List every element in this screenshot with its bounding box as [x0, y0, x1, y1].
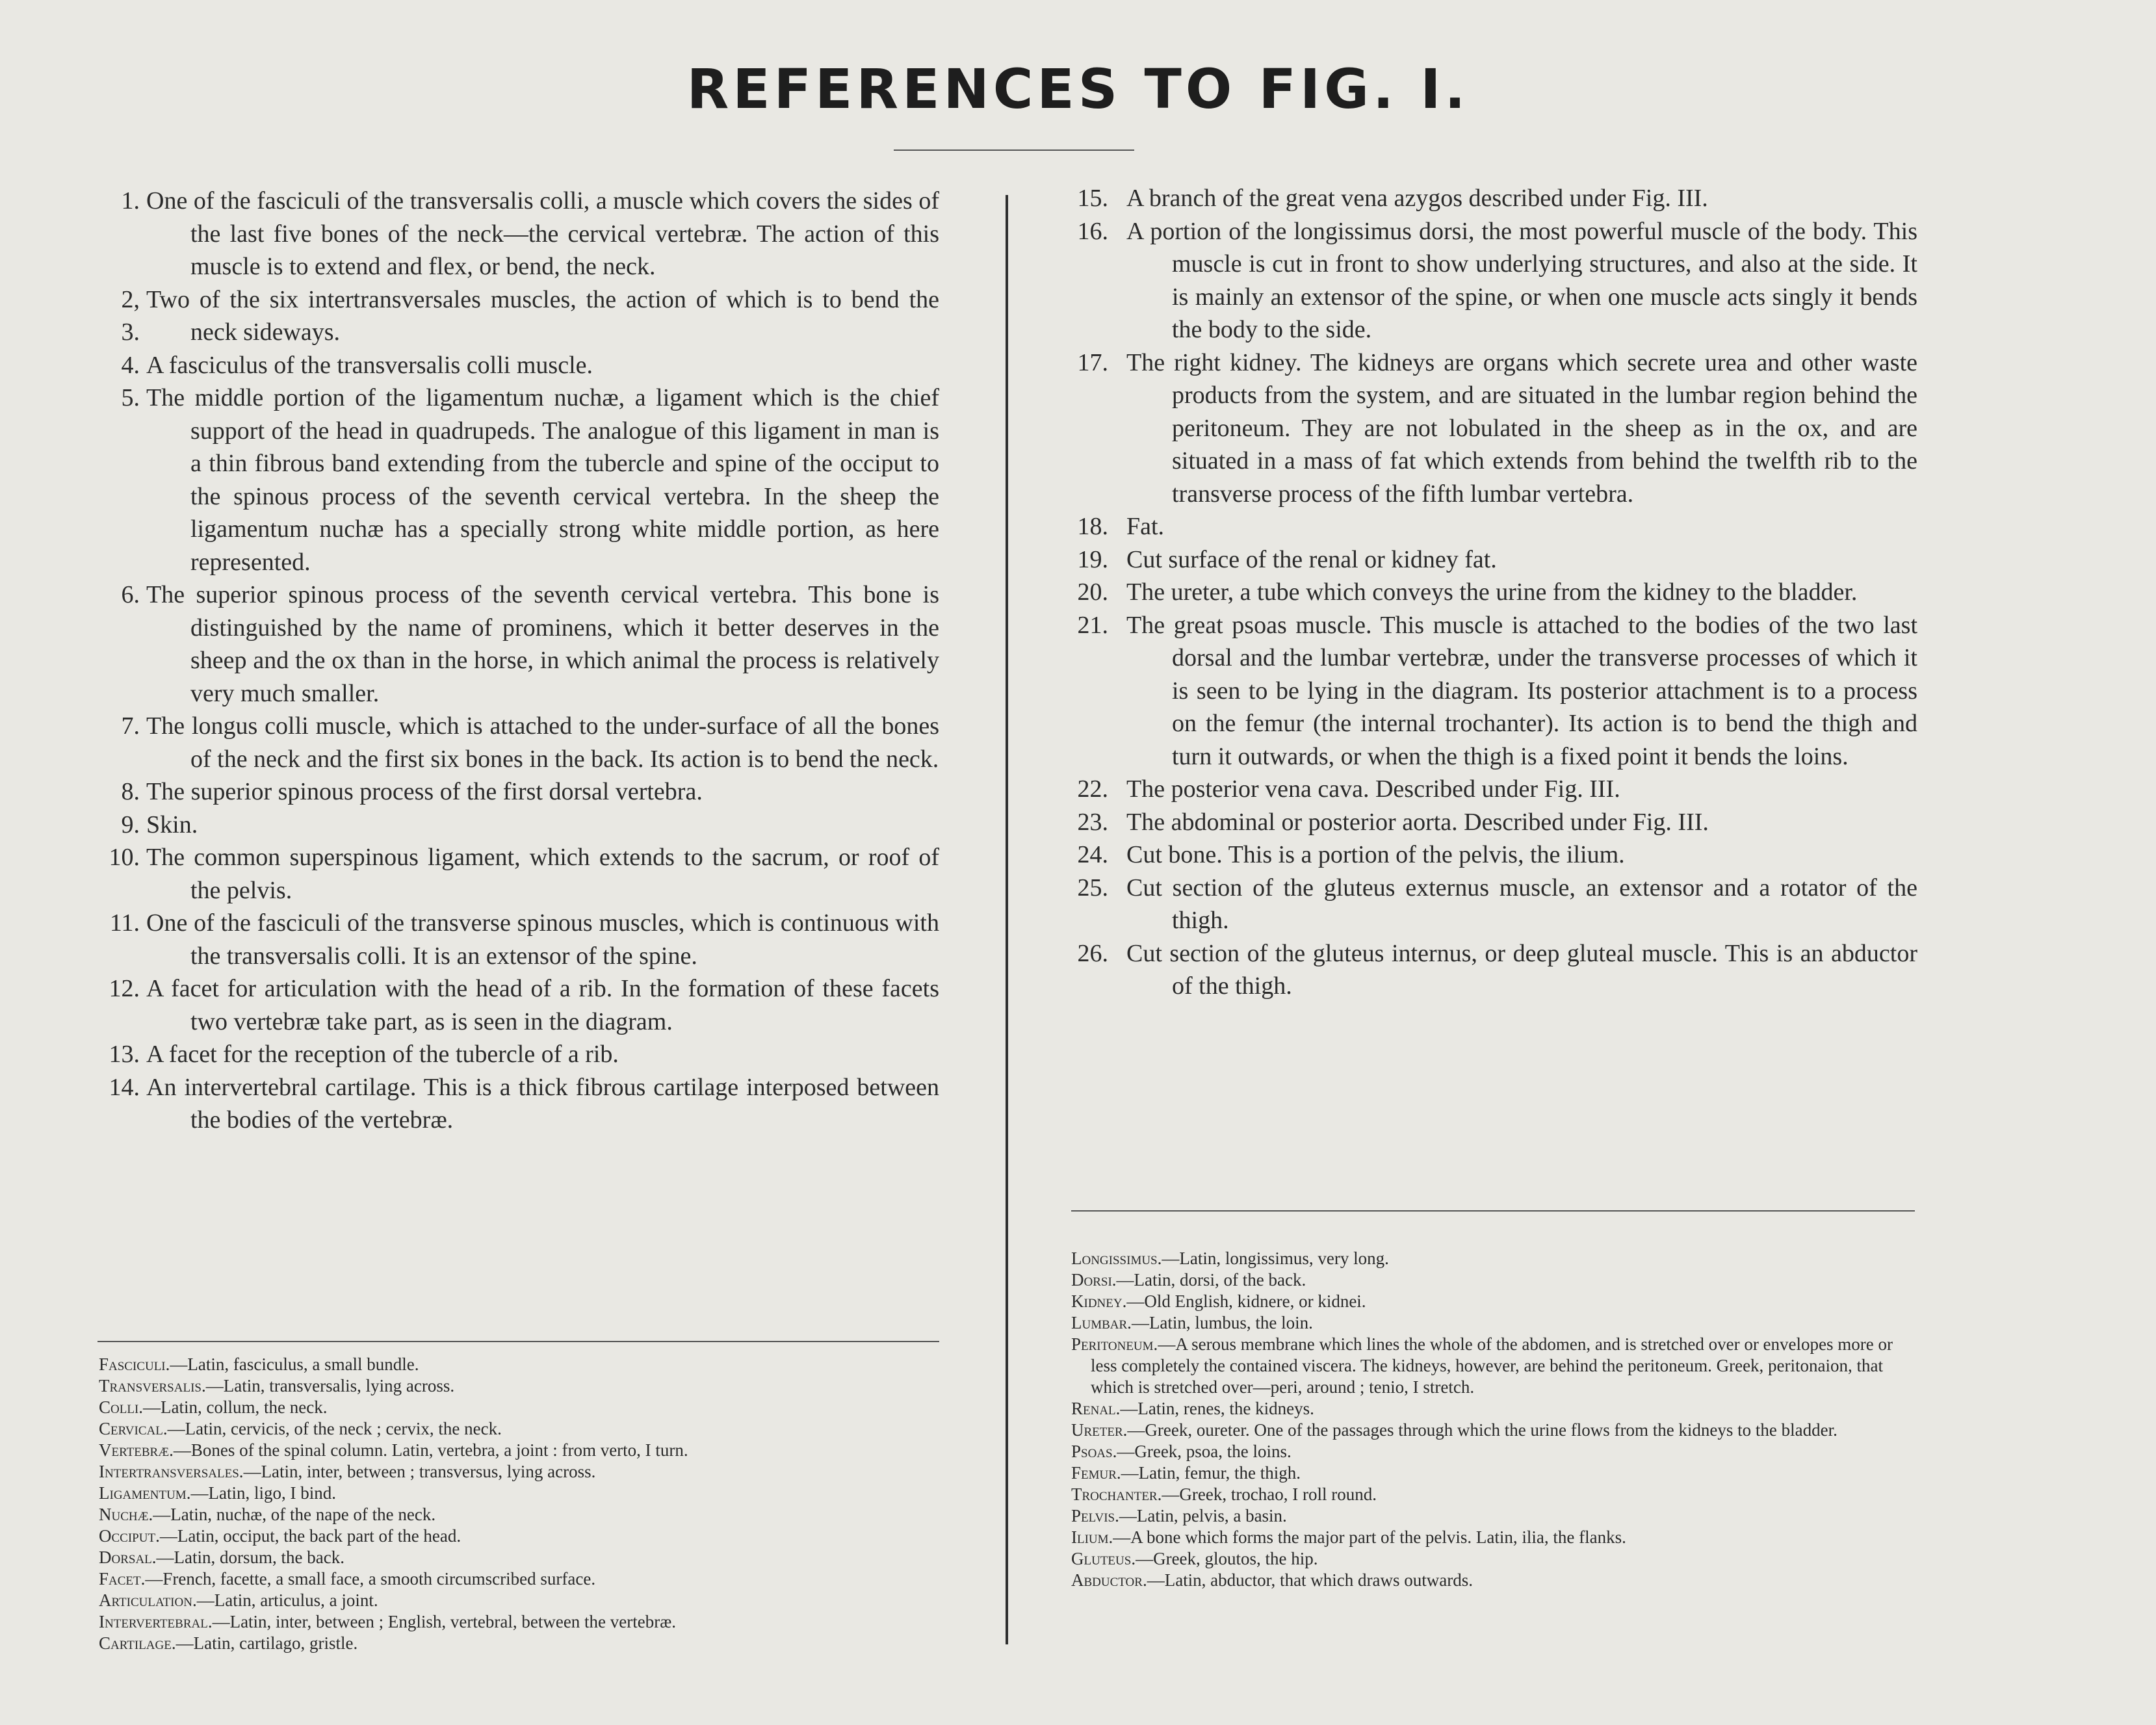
reference-item [101, 578, 939, 710]
reference-number: 6. [121, 581, 140, 608]
glossary-definition: —Latin, longissimus, very long. [1162, 1249, 1389, 1268]
reference-item [1069, 543, 1917, 577]
glossary-definition: —Greek, gloutos, the hip. [1136, 1549, 1318, 1568]
reference-item [101, 841, 939, 907]
glossary-entry [99, 1568, 944, 1590]
glossary-definition: —Latin, lumbus, the loin. [1131, 1313, 1313, 1332]
glossary-definition: —Latin, ligo, I bind. [190, 1483, 336, 1503]
glossary-entry [1071, 1291, 1919, 1312]
glossary-entry [1071, 1420, 1919, 1441]
reference-text: A facet for articulation with the head of a rib. In the formation of these facets two vertebræ take part, as is seen in the diagram. [146, 975, 939, 1035]
reference-item [1069, 346, 1917, 511]
reference-item [101, 809, 939, 842]
glossary-term: Dorsi. [1071, 1270, 1117, 1290]
glossary-term: Facet. [99, 1569, 146, 1589]
reference-number: 17. [1077, 348, 1108, 376]
reference-text: Skin. [146, 811, 198, 838]
reference-number: 22. [1077, 775, 1108, 803]
glossary-term: Lumbar. [1071, 1313, 1132, 1332]
glossary-entry [99, 1611, 944, 1633]
reference-item [1069, 872, 1917, 937]
reference-text: Two of the six intertransversales muscles, the action of which is to bend the neck sideways. [146, 285, 939, 346]
glossary-definition: —A serous membrane which lines the whole of the abdomen, and is stretched over or envelopes more or less completely the contained viscera. The kidneys, however, are behind the peritoneum. Greek, peritonaion, that which is stretched over—peri, around ; tenio, I stretch. [1091, 1334, 1893, 1397]
reference-number: 21. [1077, 611, 1108, 639]
reference-item [101, 972, 939, 1038]
glossary-term: Renal. [1071, 1399, 1121, 1418]
glossary-definition: —Greek, trochao, I roll round. [1162, 1485, 1377, 1504]
reference-item [1069, 609, 1917, 773]
glossary-term: Vertebræ. [99, 1440, 174, 1460]
reference-item [1069, 937, 1917, 1003]
glossary-term: Peritoneum. [1071, 1334, 1158, 1354]
glossary-entry [1071, 1505, 1919, 1527]
glossary-entry [1071, 1312, 1919, 1334]
glossary-term: Kidney. [1071, 1291, 1127, 1311]
glossary-entry [1071, 1398, 1919, 1420]
reference-text: The middle portion of the ligamentum nuchæ, a ligament which is the chief support of the head in quadrupeds. The analogue of this ligament in man is a thin fibrous band extending from the tubercle and spine of the occiput to the spinous process of the seventh cervical vertebra. In the sheep the ligamentum nuchæ has a specially strong white middle portion, as here represented. [146, 384, 939, 576]
glossary-term: Ilium. [1071, 1527, 1113, 1547]
reference-number: 26. [1077, 939, 1108, 967]
reference-number: 16. [1077, 217, 1108, 245]
right-footnote-rule [1071, 1210, 1915, 1212]
glossary-term: Intertransversales. [99, 1462, 244, 1481]
reference-number: 15. [1077, 185, 1108, 212]
reference-number: 2, 3. [121, 285, 140, 346]
reference-item [1069, 510, 1917, 543]
glossary-definition: —Latin, fasciculus, a small bundle. [170, 1355, 419, 1374]
reference-item [101, 710, 939, 775]
page-title: REFERENCES TO FIG. I. [686, 57, 1470, 121]
glossary-definition: —Latin, transversalis, lying across. [205, 1376, 455, 1395]
glossary-definition: —A bone which forms the major part of the pelvis. Latin, ilia, the flanks. [1113, 1527, 1626, 1547]
glossary-entry [1071, 1441, 1919, 1462]
glossary-entry [99, 1590, 944, 1611]
glossary-definition: —Latin, dorsum, the back. [156, 1548, 344, 1567]
glossary-term: Nuchæ. [99, 1505, 153, 1524]
glossary-term: Occiput. [99, 1526, 160, 1546]
reference-text: A branch of the great vena azygos described under Fig. III. [1126, 185, 1708, 212]
reference-number: 13. [109, 1041, 140, 1068]
reference-number: 4. [121, 351, 140, 379]
glossary-entry [1071, 1269, 1919, 1291]
left-glossary [99, 1354, 944, 1654]
reference-text: The abdominal or posterior aorta. Described under Fig. III. [1126, 808, 1709, 836]
glossary-definition: —French, facette, a small face, a smooth circumscribed surface. [145, 1569, 596, 1589]
glossary-entry [1071, 1527, 1919, 1548]
reference-item [1069, 773, 1917, 806]
glossary-term: Trochanter. [1071, 1485, 1162, 1504]
reference-number: 5. [121, 384, 140, 411]
reference-text: The longus colli muscle, which is attached to the under-surface of all the bones of the neck and the first six bones in the back. Its action is to bend the neck. [146, 712, 939, 773]
reference-item [101, 775, 939, 809]
reference-number: 19. [1077, 545, 1108, 573]
reference-number: 7. [121, 712, 140, 740]
reference-text: One of the fasciculi of the transversalis colli, a muscle which covers the sides of the last five bones of the neck—the cervical vertebræ. The action of this muscle is to extend and flex, or bend, the neck. [146, 187, 939, 280]
reference-text: The superior spinous process of the seventh cervical vertebra. This bone is distinguished by the name of prominens, which it better deserves in the sheep and the ox than in the horse, in which animal the process is relatively very much smaller. [146, 581, 939, 707]
reference-text: The right kidney. The kidneys are organs which secrete urea and other waste products from the system, and are situated in the lumbar region behind the peritoneum. They are not lobulated in the sheep as in the ox, and are situated in a mass of fat which extends from behind the twelfth rib to the transverse process of the fifth lumbar vertebra. [1126, 348, 1917, 508]
glossary-entry [1071, 1548, 1919, 1570]
glossary-entry [99, 1547, 944, 1568]
glossary-definition: —Bones of the spinal column. Latin, vertebra, a joint : from verto, I turn. [173, 1440, 688, 1460]
glossary-definition: —Old English, kidnere, or kidnei. [1126, 1291, 1366, 1311]
glossary-term: Femur. [1071, 1463, 1121, 1483]
reference-number: 11. [109, 909, 140, 937]
reference-text: One of the fasciculi of the transverse spinous muscles, which is continuous with the transversalis colli. It is an extensor of the spine. [146, 909, 939, 970]
glossary-entry [99, 1354, 944, 1375]
reference-text: The superior spinous process of the first dorsal vertebra. [146, 778, 703, 805]
glossary-definition: —Latin, inter, between ; English, vertebral, between the vertebræ. [212, 1612, 676, 1631]
reference-number: 12. [109, 975, 140, 1002]
reference-item [1069, 806, 1917, 839]
glossary-definition: —Latin, cartilago, gristle. [175, 1633, 358, 1653]
reference-number: 9. [121, 811, 140, 838]
reference-number: 14. [109, 1073, 140, 1101]
reference-text: Cut surface of the renal or kidney fat. [1126, 545, 1497, 573]
glossary-definition: —Latin, articulus, a joint. [196, 1590, 378, 1610]
glossary-definition: —Latin, collum, the neck. [143, 1397, 328, 1417]
glossary-entry [99, 1525, 944, 1547]
reference-item [101, 907, 939, 972]
glossary-term: Colli. [99, 1397, 144, 1417]
glossary-definition: —Latin, abductor, that which draws outwards. [1147, 1570, 1473, 1590]
reference-text: The posterior vena cava. Described under Fig. III. [1126, 775, 1620, 803]
left-references [101, 185, 939, 1137]
reference-item [101, 185, 939, 283]
glossary-definition: —Latin, inter, between ; transversus, lying across. [243, 1462, 596, 1481]
glossary-definition: —Greek, psoa, the loins. [1117, 1442, 1292, 1461]
glossary-entry [99, 1504, 944, 1525]
glossary-entry [99, 1440, 944, 1461]
title-rule [894, 149, 1134, 151]
reference-number: 18. [1077, 513, 1108, 540]
right-glossary [1071, 1248, 1919, 1591]
glossary-definition: —Latin, renes, the kidneys. [1120, 1399, 1314, 1418]
reference-item [1069, 215, 1917, 346]
reference-number: 24. [1077, 841, 1108, 868]
glossary-entry [99, 1483, 944, 1504]
reference-number: 20. [1077, 578, 1108, 606]
reference-number: 23. [1077, 808, 1108, 836]
glossary-term: Abductor. [1071, 1570, 1147, 1590]
glossary-term: Gluteus. [1071, 1549, 1136, 1568]
glossary-term: Cartilage. [99, 1633, 176, 1653]
reference-text: Cut section of the gluteus externus muscle, an extensor and a rotator of the thigh. [1126, 874, 1917, 934]
glossary-entry [1071, 1334, 1919, 1398]
reference-item [101, 382, 939, 578]
reference-item [101, 1038, 939, 1071]
glossary-term: Articulation. [99, 1590, 197, 1610]
glossary-entry [1071, 1484, 1919, 1505]
glossary-definition: —Greek, oureter. One of the passages through which the urine flows from the kidneys to the bladder. [1127, 1420, 1838, 1440]
glossary-entry [1071, 1570, 1919, 1591]
reference-text: Cut section of the gluteus internus, or deep gluteal muscle. This is an abductor of the thigh. [1126, 939, 1917, 1000]
reference-text: The ureter, a tube which conveys the urine from the kidney to the bladder. [1126, 578, 1858, 606]
glossary-term: Pelvis. [1071, 1506, 1119, 1525]
reference-item [101, 349, 939, 382]
glossary-term: Dorsal. [99, 1548, 157, 1567]
reference-text: Fat. [1126, 513, 1165, 540]
reference-item [1069, 182, 1917, 215]
reference-number: 10. [109, 844, 140, 871]
glossary-term: Ureter. [1071, 1420, 1128, 1440]
glossary-term: Intervertebral. [99, 1612, 213, 1631]
glossary-term: Cervical. [99, 1419, 168, 1438]
reference-item [1069, 838, 1917, 872]
reference-item [101, 283, 939, 349]
glossary-entry [99, 1375, 944, 1397]
left-footnote-rule [97, 1341, 939, 1342]
reference-item [101, 1071, 939, 1137]
reference-number: 8. [121, 778, 140, 805]
glossary-entry [99, 1397, 944, 1418]
right-references [1069, 182, 1917, 1003]
glossary-definition: —Latin, occiput, the back part of the head. [159, 1526, 461, 1546]
glossary-entry [99, 1633, 944, 1654]
glossary-entry [99, 1418, 944, 1440]
reference-text: A facet for the reception of the tubercle of a rib. [146, 1041, 619, 1068]
reference-number: 25. [1077, 874, 1108, 901]
glossary-entry [99, 1461, 944, 1483]
glossary-term: Psoas. [1071, 1442, 1117, 1461]
glossary-term: Longissimus. [1071, 1249, 1162, 1268]
reference-text: Cut bone. This is a portion of the pelvis, the ilium. [1126, 841, 1625, 868]
glossary-definition: —Latin, dorsi, of the back. [1116, 1270, 1306, 1290]
reference-text: A fasciculus of the transversalis colli muscle. [146, 351, 593, 379]
reference-text: An intervertebral cartilage. This is a thick fibrous cartilage interposed between the bodies of the vertebræ. [146, 1073, 939, 1134]
reference-text: A portion of the longissimus dorsi, the most powerful muscle of the body. This muscle is cut in front to show underlying structures, and also at the side. It is mainly an extensor of the spine, or when one muscle acts singly it bends the body to the side. [1126, 217, 1917, 343]
glossary-term: Ligamentum. [99, 1483, 191, 1503]
glossary-definition: —Latin, femur, the thigh. [1121, 1463, 1301, 1483]
glossary-term: Fasciculi. [99, 1355, 170, 1374]
column-divider [1006, 195, 1008, 1644]
glossary-entry [1071, 1248, 1919, 1269]
reference-text: The common superspinous ligament, which extends to the sacrum, or roof of the pelvis. [146, 844, 939, 904]
glossary-definition: —Latin, cervicis, of the neck ; cervix, the neck. [167, 1419, 502, 1438]
glossary-definition: —Latin, nuchæ, of the nape of the neck. [153, 1505, 436, 1524]
glossary-term: Transversalis. [99, 1376, 206, 1395]
glossary-definition: —Latin, pelvis, a basin. [1119, 1506, 1287, 1525]
glossary-entry [1071, 1462, 1919, 1484]
reference-number: 1. [121, 187, 140, 214]
reference-text: The great psoas muscle. This muscle is attached to the bodies of the two last dorsal and the lumbar vertebræ, under the transverse processes of which it is seen to be lying in the diagram. Its posterior attachment is to a process on the femur (the internal trochanter). Its action is to bend the thigh and turn it outwards, or when the thigh is a fixed point it bends the loins. [1126, 611, 1917, 770]
reference-item [1069, 576, 1917, 609]
